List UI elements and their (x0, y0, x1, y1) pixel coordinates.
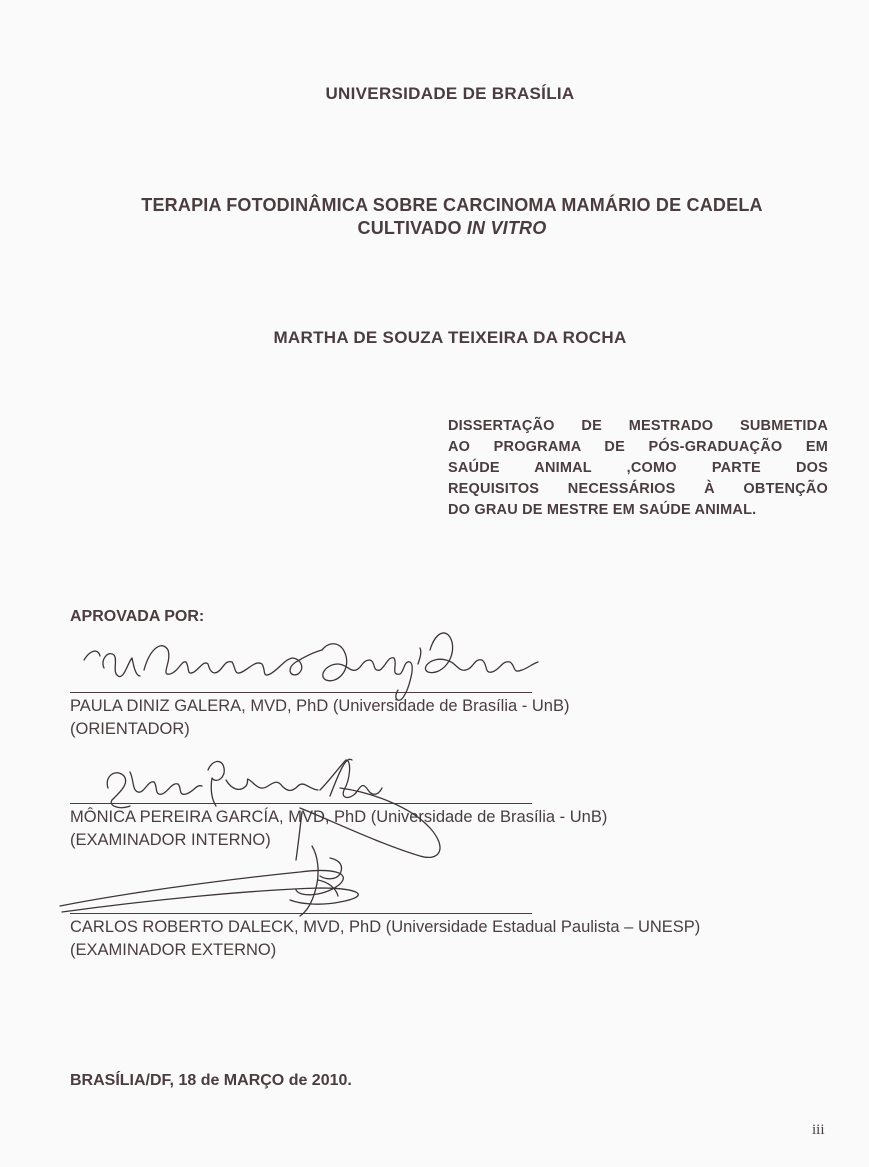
committee-member-3 (70, 916, 700, 962)
author-name: MARTHA DE SOUZA TEIXEIRA DA ROCHA (273, 328, 627, 347)
approved-by-label: APROVADA POR: (70, 608, 205, 625)
signature-3 (60, 846, 358, 916)
dissertation-note (448, 416, 828, 521)
page-number: iii (812, 1122, 825, 1138)
member-name: PAULA DINIZ GALERA, MVD, PhD (Universidade de Brasília - UnB) (70, 697, 570, 715)
member-role: (ORIENTADOR) (70, 720, 190, 738)
committee-member-1 (70, 695, 569, 741)
signature-1 (84, 633, 538, 700)
dissertation-note-line: REQUISITOS NECESSÁRIOS À OBTENÇÃO (448, 481, 828, 497)
thesis-title-line-1: TERAPIA FOTODINÂMICA SOBRE CARCINOMA MAMÁRIO DE CADELA (141, 195, 763, 215)
signature-line-1 (70, 692, 532, 693)
dissertation-note-line: DISSERTAÇÃO DE MESTRADO SUBMETIDA (448, 418, 828, 434)
university-heading: UNIVERSIDADE DE BRASÍLIA (325, 84, 575, 103)
place-and-date: BRASÍLIA/DF, 18 de MARÇO de 2010. (70, 1072, 352, 1089)
member-role: (EXAMINADOR EXTERNO) (70, 941, 277, 959)
committee-member-2 (70, 806, 607, 852)
thesis-title-line-2-prefix: CULTIVADO (357, 218, 467, 238)
thesis-title-line-2 (0, 218, 869, 239)
member-role: (EXAMINADOR INTERNO) (70, 831, 271, 849)
dissertation-note-line: AO PROGRAMA DE PÓS-GRADUAÇÃO EM (448, 439, 828, 455)
dissertation-note-line: SAÚDE ANIMAL ,COMO PARTE DOS (448, 460, 828, 476)
thesis-title-italic: IN VITRO (466, 218, 547, 238)
member-name: MÔNICA PEREIRA GARCÍA, MVD, PhD (Universidade de Brasília - UnB) (70, 808, 608, 826)
signature-line-3 (70, 913, 532, 914)
dissertation-note-line: DO GRAU DE MESTRE EM SAÚDE ANIMAL. (448, 502, 757, 518)
signature-line-2 (70, 803, 532, 804)
member-name: CARLOS ROBERTO DALECK, MVD, PhD (Universidade Estadual Paulista – UNESP) (70, 918, 701, 936)
